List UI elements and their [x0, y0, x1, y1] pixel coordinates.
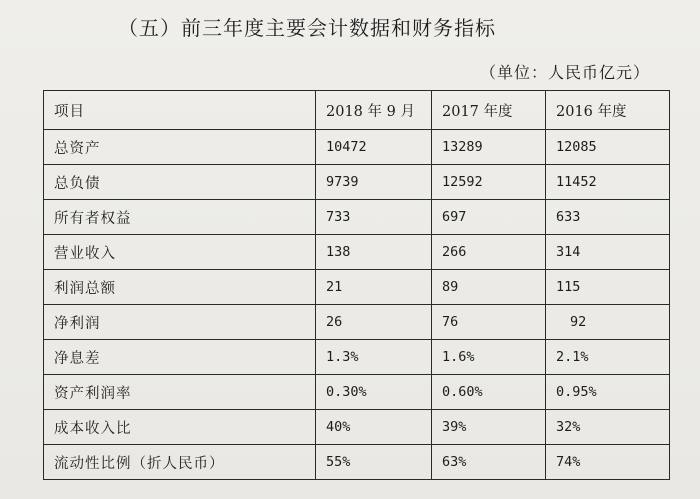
cell-value: 63% — [432, 445, 546, 480]
unit-note: （单位：人民币亿元） — [479, 63, 650, 82]
cell-value: 9739 — [316, 165, 432, 200]
cell-value: 1.6% — [432, 340, 546, 375]
cell-value: 1.3% — [316, 340, 432, 375]
cell-value: 0.95% — [546, 375, 670, 410]
cell-value: 92 — [546, 305, 670, 340]
row-label: 流动性比例（折人民币） — [44, 445, 316, 480]
row-label: 净息差 — [44, 340, 316, 375]
row-label: 总资产 — [44, 130, 316, 165]
cell-value: 0.30% — [316, 375, 432, 410]
row-label: 利润总额 — [44, 270, 316, 305]
cell-value: 10472 — [316, 130, 432, 165]
cell-value: 12592 — [432, 165, 546, 200]
column-header-item: 项目 — [44, 91, 316, 130]
cell-value: 26 — [316, 305, 432, 340]
cell-value: 32% — [546, 410, 670, 445]
cell-value: 0.60% — [432, 375, 546, 410]
cell-value: 266 — [432, 235, 546, 270]
cell-value: 733 — [316, 200, 432, 235]
cell-value: 2.1% — [546, 340, 670, 375]
row-label: 总负债 — [44, 165, 316, 200]
cell-value: 11452 — [546, 165, 670, 200]
row-label: 资产利润率 — [44, 375, 316, 410]
cell-value: 40% — [316, 410, 432, 445]
section-title: （五）前三年度主要会计数据和财务指标 — [118, 16, 496, 40]
table-row — [44, 270, 670, 305]
row-label: 所有者权益 — [44, 200, 316, 235]
cell-value: 697 — [432, 200, 546, 235]
cell-value: 39% — [432, 410, 546, 445]
financial-indicators-table — [43, 90, 670, 480]
table-row — [44, 375, 670, 410]
row-label: 净利润 — [44, 305, 316, 340]
cell-value: 21 — [316, 270, 432, 305]
table-row — [44, 410, 670, 445]
table-row — [44, 305, 670, 340]
table-row — [44, 235, 670, 270]
row-label: 成本收入比 — [44, 410, 316, 445]
cell-value: 633 — [546, 200, 670, 235]
cell-value: 13289 — [432, 130, 546, 165]
column-header-2018-sep: 2018 年 9 月 — [316, 91, 432, 130]
table-row — [44, 130, 670, 165]
cell-value: 76 — [432, 305, 546, 340]
cell-value: 314 — [546, 235, 670, 270]
cell-value: 74% — [546, 445, 670, 480]
column-header-2017: 2017 年度 — [432, 91, 546, 130]
cell-value: 115 — [546, 270, 670, 305]
row-label: 营业收入 — [44, 235, 316, 270]
table-row — [44, 445, 670, 480]
cell-value: 89 — [432, 270, 546, 305]
cell-value: 138 — [316, 235, 432, 270]
cell-value: 12085 — [546, 130, 670, 165]
table-header-row — [44, 91, 670, 130]
table-row — [44, 165, 670, 200]
table-row — [44, 200, 670, 235]
cell-value: 55% — [316, 445, 432, 480]
column-header-2016: 2016 年度 — [546, 91, 670, 130]
table-row — [44, 340, 670, 375]
